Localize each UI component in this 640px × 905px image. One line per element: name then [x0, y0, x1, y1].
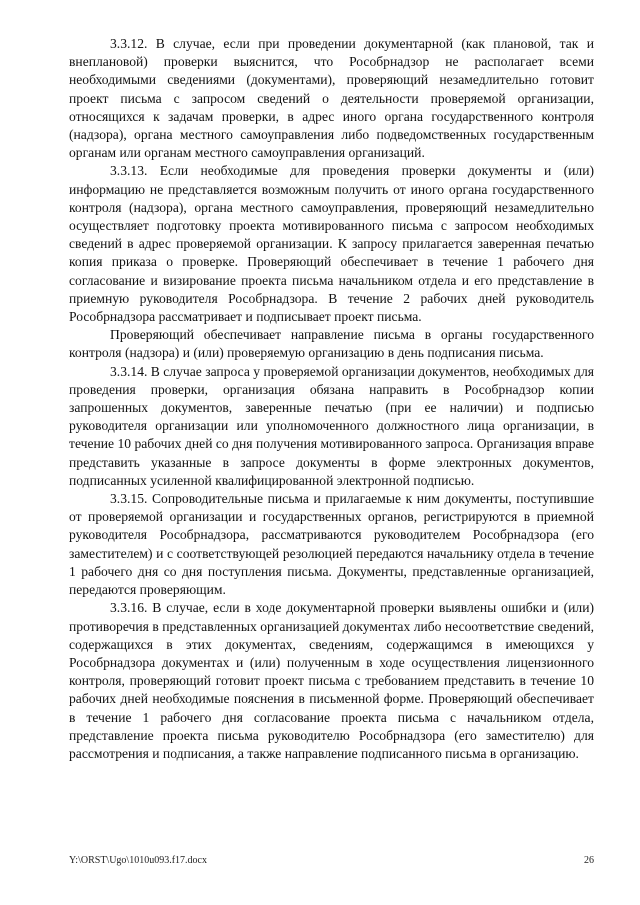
paragraph-3-3-13-continuation: Проверяющий обеспечивает направление письма в органы государственного контроля (надзора) и (или) проверяемую организацию в день подписания письма.	[69, 327, 594, 361]
paragraph-3-3-14: 3.3.14. В случае запроса у проверяемой организации документов, необходимых для проведения проверки, организация обязана направить в Рособрнадзор копии запрошенных документов, заверенные печатью (при ее наличии) и подписью руководителя организации или уполномоченного должностного лица организации, в течение 10 рабочих дней со дня получения мотивированного запроса. Организация вправе представить указанные в запросе документы в форме электронных документов, подписанных усиленной квалифицированной электронной подписью.	[69, 363, 594, 488]
footer-file-path: Y:\ORST\Ugo\1010u093.f17.docx	[69, 855, 207, 866]
paragraph-3-3-12: 3.3.12. В случае, если при проведении документарной (как плановой, так и внеплановой) проверки выяснится, что Рособрнадзор не располагает всеми необходимыми сведениями (документами), проверяющий незамедлительно готовит проект письма с запросом сведений о деятельности проверяемой организации, относящихся к задачам проверки, в адрес иного органа государственного контроля (надзора), органа местного самоуправления либо подведомственных государственным органам или органам местного самоуправления организаций.	[69, 36, 594, 161]
paragraph-3-3-16: 3.3.16. В случае, если в ходе документарной проверки выявлены ошибки и (или) противоречия в представленных организацией документах либо несоответствие сведений, содержащихся в этих документах, сведениям, содержащимся в имеющихся у Рособрнадзора документах и (или) полученным в ходе осуществления лицензионного контроля, проверяющий готовит проект письма с требованием представить в течение 10 рабочих дней необходимые пояснения в письменной форме. Проверяющий обеспечивает в течение 1 рабочего дня согласование проекта письма с начальником отдела, представление проекта письма руководителю Рособрнадзора (его заместителю) для рассмотрения и подписания, а также направление подписанного письма в организацию.	[69, 600, 594, 761]
document-body	[69, 35, 594, 763]
page-number: 26	[584, 855, 594, 866]
paragraph-3-3-13: 3.3.13. Если необходимые для проведения проверки документы и (или) информацию не представляется возможным получить от иного органа государственного контроля (надзора), органа местного самоуправления, проверяющий незамедлительно осуществляет подготовку проекта мотивированного письма с запросом необходимых сведений в адрес проверяемой организации. К запросу прилагается заверенная печатью копия приказа о проверке. Проверяющий обеспечивает в течение 1 рабочего дня согласование и визирование проекта письма начальником отдела и его представление в приемную руководителя Рособрнадзора. В течение 2 рабочих дней руководитель Рособрнадзора рассматривает и подписывает проект письма.	[69, 163, 594, 325]
paragraph-3-3-15: 3.3.15. Сопроводительные письма и прилагаемые к ним документы, поступившие от проверяемой организации и государственных органов, регистрируются в приемной руководителя Рособрнадзора, рассматриваются руководителем Рособрнадзора (его заместителем) и с соответствующей резолюцией передаются начальнику отдела в течение 1 рабочего дня со дня поступления письма. Документы, представленные организацией, передаются проверяющим.	[69, 491, 594, 598]
